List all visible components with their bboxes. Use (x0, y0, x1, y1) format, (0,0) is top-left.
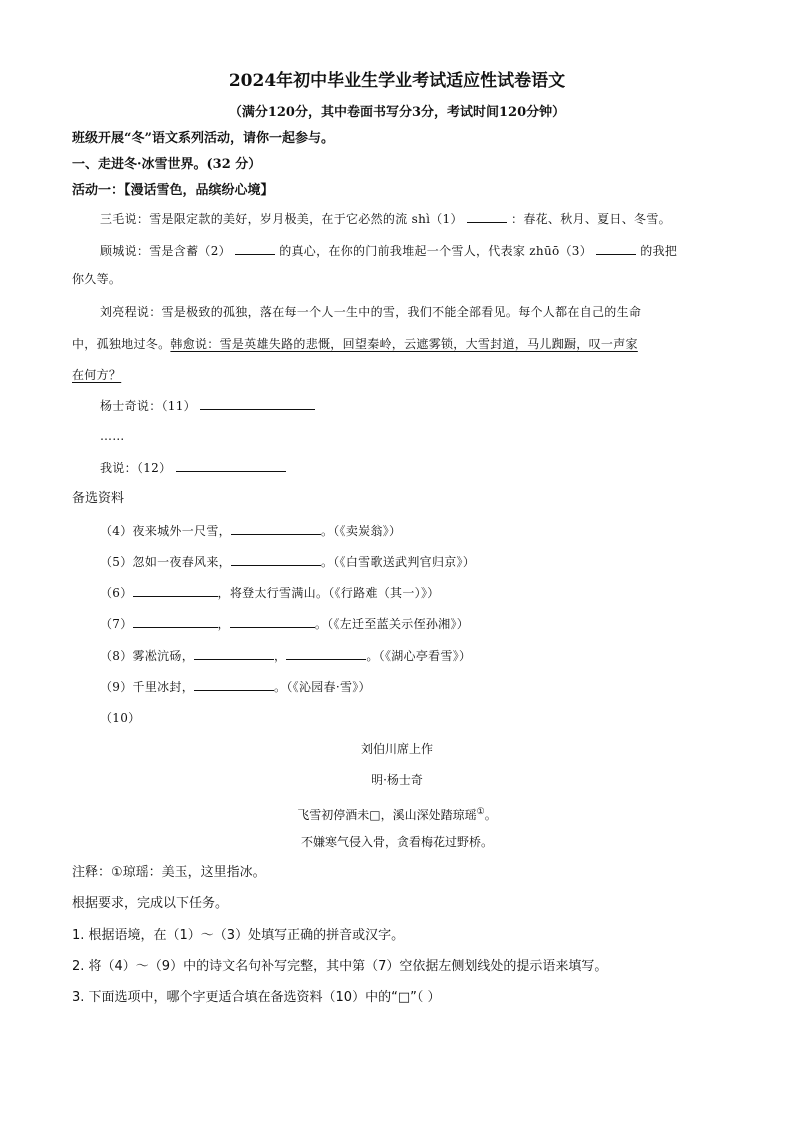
poem-line-1 (0, 803, 794, 824)
blank-6[interactable] (133, 584, 218, 597)
material-8 (100, 647, 471, 665)
activity-heading: 活动一：【漫话雪色，品缤纷心境】 (72, 183, 274, 198)
blank-9[interactable] (194, 678, 274, 691)
quote-liu: 刘亮程说：雪是极致的孤独，落在每一个人一生中的雪，我们不能全部看见。每个人都在自己的生命 (100, 305, 642, 319)
blank-7b[interactable] (230, 615, 315, 628)
ellipsis-text: …… (100, 429, 125, 443)
quote-yang-text: 杨士奇说：（11） (100, 399, 196, 413)
material-7 (100, 615, 469, 633)
blank-3[interactable] (596, 242, 636, 255)
quote-hanyu-cont: 在何方？ (72, 368, 122, 382)
poem-title: 刘伯川席上作 (360, 742, 433, 756)
task-2: 2. 将（4）～（9）中的诗文名句补写完整，其中第（7）空依据左侧划线处的提示语来填写。 (72, 959, 608, 974)
blank-1[interactable] (467, 210, 507, 223)
poem-line-2: 不嫌寒气侵入骨，贪看梅花过野桥。 (300, 835, 493, 849)
quote-liu-text-b: 中，孤独地过冬。 (72, 337, 171, 351)
quote-yang (100, 397, 315, 415)
poem-author: 明·杨士奇 (371, 773, 423, 787)
material-4-a: （4）夜来城外一尺雪， (100, 524, 231, 538)
footnote-marker: ① (476, 807, 485, 817)
quote-wo-text: 我说：（12） (100, 461, 172, 475)
material-5-b: 。（《白雪歌送武判官归京》） (320, 555, 476, 569)
material-9 (100, 678, 371, 696)
material-10: （10） (100, 711, 141, 725)
material-6 (100, 584, 440, 602)
material-8-c: 。（《湖心亭看雪》） (366, 649, 472, 663)
exam-subtitle: （满分120分，其中卷面书写分3分，考试时间120分钟） (228, 105, 566, 120)
material-7-c: 。（《左迁至蓝关示侄孙湘》） (314, 617, 470, 631)
exam-title: 2024年初中毕业生学业考试适应性试卷语文 (228, 71, 566, 91)
blank-4[interactable] (231, 522, 321, 535)
material-5-a: （5）忽如一夜春风来， (100, 555, 231, 569)
quote-gucheng-text-c: 的我把 (640, 244, 678, 258)
task-3: 3. 下面选项中，哪个字更适合填在备选资料（10）中的“□”（ ） (72, 990, 441, 1005)
material-6-b: ，将登太行雪满山。（《行路难（其一）》） (217, 586, 440, 600)
material-8-a: （8）雾凇沆砀， (100, 649, 195, 663)
quote-hanyu-underlined: 韩愈说：雪是英雄失路的悲慨，回望秦岭，云遮雾锁，大雪封道，马儿踟蹰，叹一声家 (170, 337, 638, 351)
blank-5[interactable] (231, 553, 321, 566)
material-6-a: （6） (100, 586, 133, 600)
quote-gucheng-cont: 你久等。 (72, 272, 122, 286)
material-4 (100, 522, 401, 540)
material-9-b: 。（《沁园春·雪》） (274, 680, 371, 694)
quote-gucheng (100, 242, 677, 260)
material-8-b: ， (274, 649, 287, 663)
materials-heading: 备选资料 (72, 491, 125, 506)
blank-7a[interactable] (133, 615, 218, 628)
task-1: 1. 根据语境，在（1）～（3）处填写正确的拼音或汉字。 (72, 928, 405, 943)
intro-text: 班级开展“冬”语文系列活动，请你一起参与。 (72, 131, 334, 146)
material-7-a: （7） (100, 617, 133, 631)
poem-note: 注释：①琼瑶：美玉，这里指冰。 (72, 865, 266, 880)
quote-sanmao-text-b: ：春花、秋月、夏日、冬雪。 (511, 212, 671, 226)
quote-liu-hanyu (72, 335, 638, 353)
blank-8b[interactable] (286, 647, 366, 660)
section-heading: 一、走进冬·冰雪世界。(32 分） (72, 157, 262, 172)
poem-line-1-text: 飞雪初停酒未□，溪山深处踏琼瑶 (297, 808, 477, 822)
blank-11[interactable] (200, 397, 315, 410)
material-7-b: ， (217, 617, 230, 631)
material-5 (100, 553, 475, 571)
material-9-a: （9）千里冰封， (100, 680, 195, 694)
tasks-lead: 根据要求，完成以下任务。 (72, 896, 229, 911)
quote-wo (100, 459, 286, 477)
blank-8a[interactable] (194, 647, 274, 660)
blank-2[interactable] (235, 242, 275, 255)
quote-gucheng-text-a: 顾城说：雪是含蓄（2） (100, 244, 231, 258)
blank-12[interactable] (176, 459, 286, 472)
quote-sanmao (100, 210, 671, 228)
quote-gucheng-text-b: 的真心，在你的门前我堆起一个雪人，代表家 zhūō（3） (279, 244, 593, 258)
poem-line-1-end: 。 (484, 808, 497, 822)
quote-sanmao-text-a: 三毛说：雪是限定款的美好，岁月极美，在于它必然的流 shì（1） (100, 212, 463, 226)
material-4-b: 。（《卖炭翁》） (320, 524, 402, 538)
